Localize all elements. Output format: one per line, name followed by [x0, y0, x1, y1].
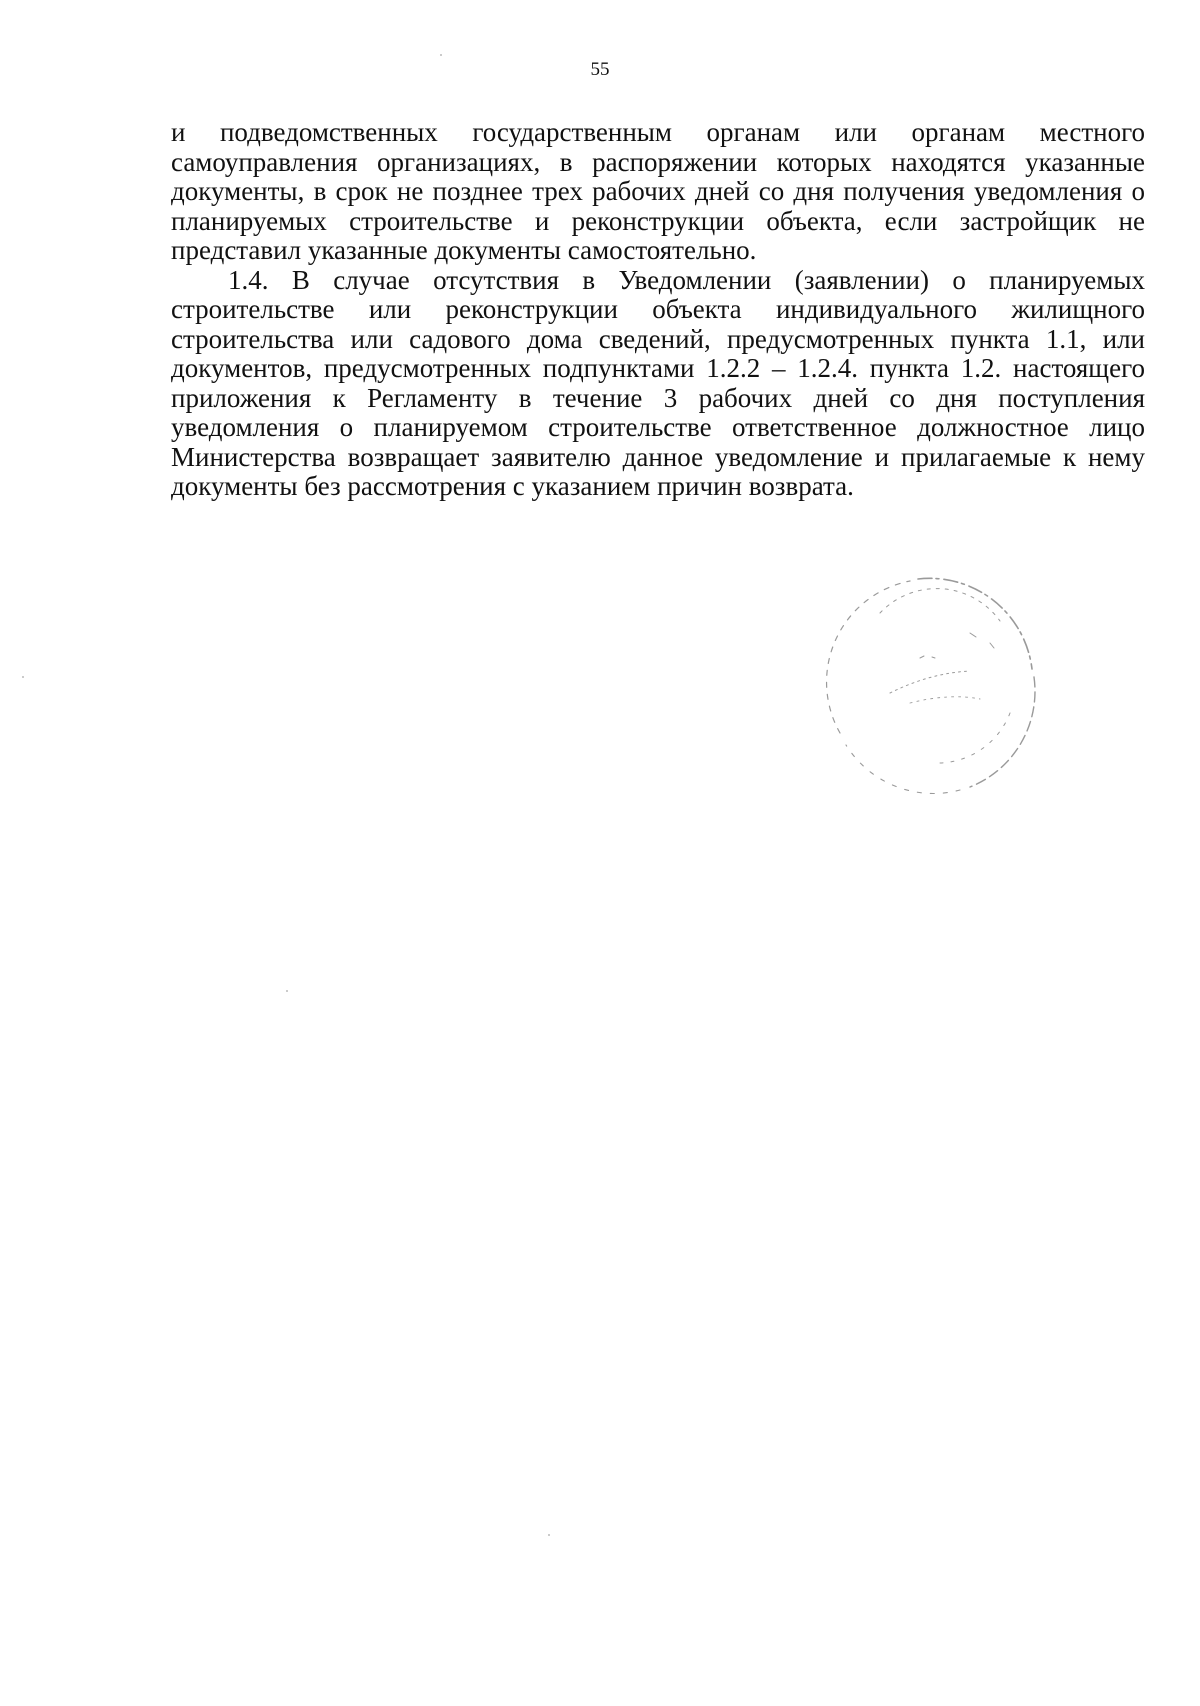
- scan-speck: [286, 990, 288, 992]
- seal-stamp-icon: [820, 573, 1050, 798]
- scan-speck: [22, 676, 24, 678]
- scan-speck: [440, 54, 442, 56]
- document-body: [171, 118, 1145, 502]
- paragraph-1-4: 1.4. В случае отсутствия в Уведомлении (заявлении) о планируемых строительстве или реконструкции объекта индивидуального жилищного строительства или садового дома сведений, предусмотренных пункта 1.1, или документов, предусмотренных подпунктами 1.2.2 – 1.2.4. пункта 1.2. настоящего приложения к Регламенту в течение 3 рабочих дней со дня поступления уведомления о планируемом строительстве ответственное должностное лицо Министерства возвращает заявителю данное уведомление и прилагаемые к нему документы без рассмотрения с указанием причин возврата.: [171, 264, 1145, 501]
- page-number: 55: [590, 59, 610, 80]
- scan-speck: [548, 1534, 550, 1536]
- paragraph-continuation: и подведомственных государственным органам или органам местного самоуправления организациях, в распоряжении которых находятся указанные документы, в срок не позднее трех рабочих дней со дня получения уведомления о планируемых строительстве и реконструкции объекта, если застройщик не представил указанные документы самостоятельно.: [171, 117, 1145, 265]
